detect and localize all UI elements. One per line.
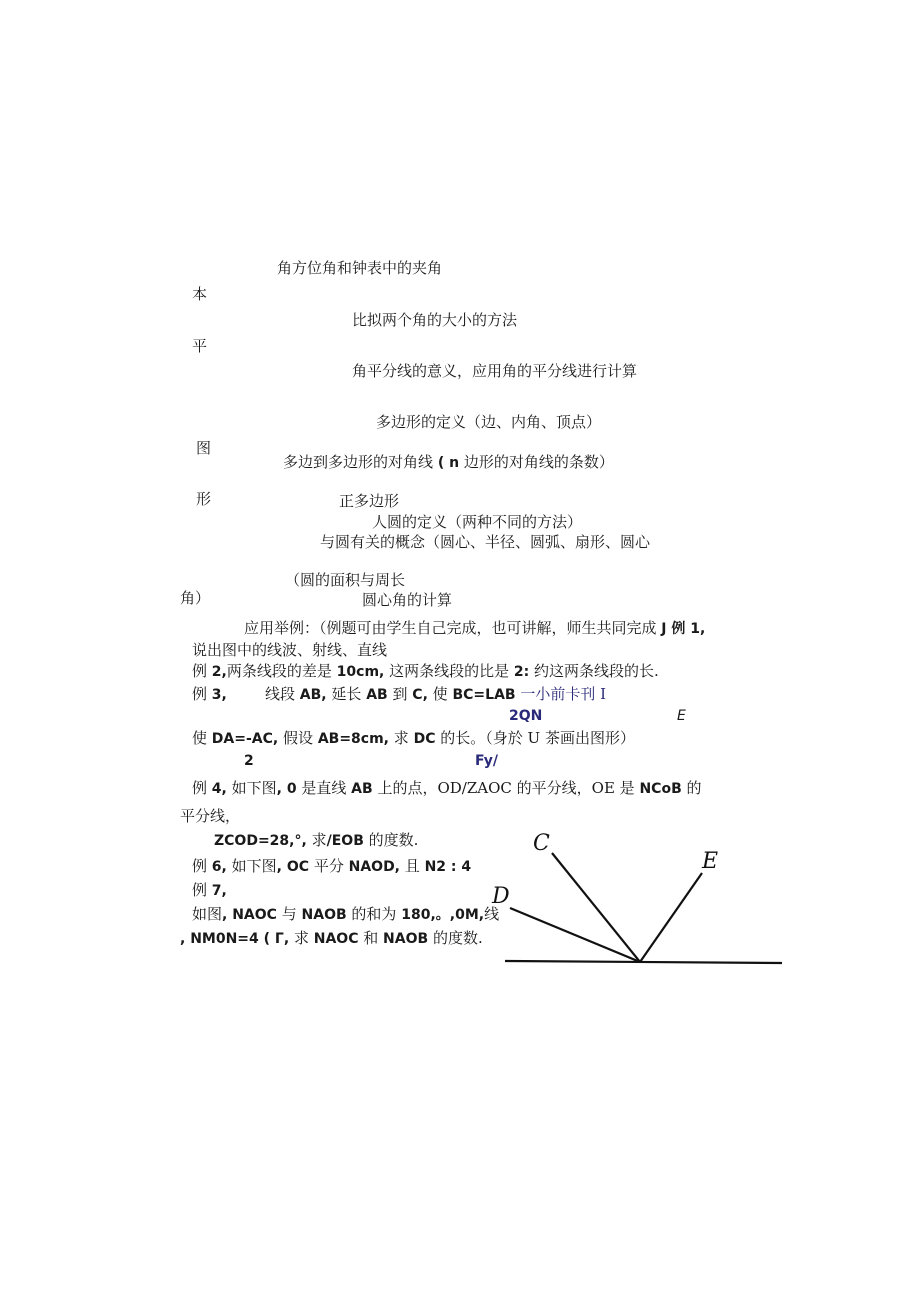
line-ab: [505, 961, 782, 963]
sidebar-tu: 图: [196, 439, 212, 457]
example-3: 例 3,: [192, 685, 227, 703]
outline-duijiao-c: 边形的对角线的条数）: [463, 453, 614, 471]
outline-duijiao-a: 多边到多边形的对角线: [283, 453, 434, 471]
outline-yuan-concept: 与圆有关的概念（圆心、半径、圆弧、扇形、圆心: [320, 533, 651, 551]
outline-duobian-def: 多边形的定义（边、内角、顶点）: [376, 413, 602, 431]
outline-yuan-def: 人圆的定义（两种不同的方法）: [372, 513, 583, 531]
fraction-e: E: [677, 708, 686, 724]
example-1: 说出图中的线波、射线、直线: [192, 641, 388, 659]
ray-oe: [640, 873, 702, 962]
fraction-fy: Fy/: [475, 753, 499, 769]
label-d: D: [492, 884, 510, 909]
examples-intro: 应用举例：（例题可由学生自己完成，也可讲解，师生共同完成 J 例 1,: [244, 619, 706, 637]
outline-pingfen: 角平分线的意义，应用角的平分线进行计算: [352, 362, 638, 380]
example-3-cont: 使 DA=-AC, 假设 AB=8cm, 求 DC 的长。（身於 U 茶画出图形）: [192, 729, 635, 747]
sidebar-ping: 平: [192, 337, 208, 355]
sidebar-xing: 形: [196, 490, 212, 508]
example-7-cont: 如图, NAOC 与 NAOB 的和为 180,。,0M,线: [192, 905, 500, 923]
outline-bini: 比拟两个角的大小的方法: [352, 311, 518, 329]
sidebar-jiao: 角）: [180, 589, 211, 607]
outline-fangwei: 角方位角和钟表中的夹角: [277, 259, 443, 277]
outline-zheng: 正多边形: [339, 492, 400, 510]
label-e: E: [702, 849, 719, 874]
angle-figure: [490, 828, 790, 973]
example-2: 例 2,两条线段的差是 10cm, 这两条线段的比是 2: 约这两条线段的长.: [192, 662, 659, 680]
outline-mianji: （圆的面积与周长: [285, 571, 406, 589]
ray-od: [510, 908, 640, 962]
fraction-2: 2: [244, 753, 254, 769]
example-4: 例 4, 如下图, 0 是直线 AB 上的点，OD/ZAOC 的平分线，OE 是 NCoB 的: [192, 779, 702, 797]
ray-oc: [552, 853, 640, 962]
outline-duijiao-paren: (: [433, 455, 450, 471]
outline-duijiao: [283, 452, 614, 473]
example-3-body: 线段 AB, 延长 AB 到 C, 使 BC=LAB 一小前卡刊 I: [265, 685, 607, 703]
fraction-2qn: 2QN: [509, 708, 543, 724]
label-c: C: [533, 831, 550, 856]
example-7: 例 7,: [192, 881, 227, 899]
example-4-cont: 平分线，: [180, 807, 241, 825]
outline-yuanxin: 圆心角的计算: [362, 591, 453, 609]
outline-duijiao-n: n: [449, 455, 460, 471]
sidebar-ben: 本: [192, 285, 208, 303]
example-4-given: ZCOD=28,°, 求/EOB 的度数.: [214, 831, 419, 849]
example-6: 例 6, 如下图, OC 平分 NAOD, 且 N2 : 4: [192, 857, 472, 875]
example-7-question: , NM0N=4 ( Γ, 求 NAOC 和 NAOB 的度数.: [180, 929, 483, 947]
